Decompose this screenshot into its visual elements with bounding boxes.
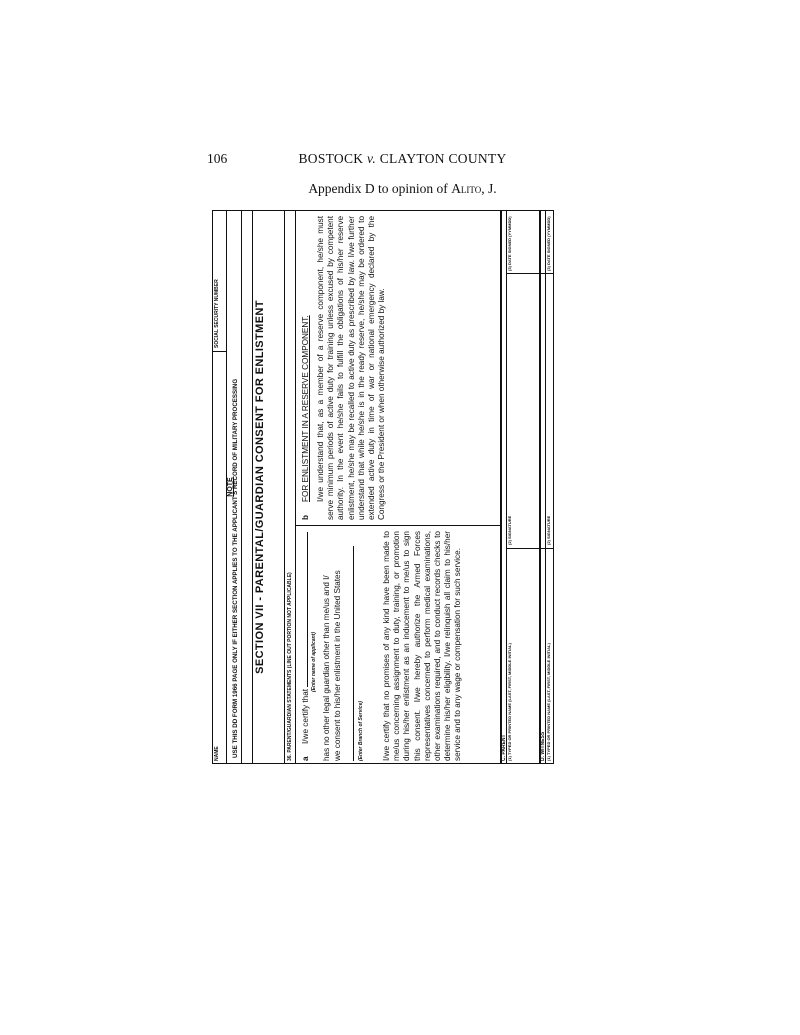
form-rule <box>252 210 253 764</box>
branch-blank <box>347 546 357 761</box>
appendix-suffix: , J. <box>481 181 497 196</box>
witness-label: D. WITNESS <box>540 731 546 761</box>
enter-branch-hint: (Enter Branch of Service) <box>358 700 364 761</box>
part-b-marker: b <box>301 514 310 520</box>
part-a-certify-paragraph: I/we certify that no promises of any kind have been made to me/us concerning assignment to duty, training, or promotion during his/her enlistment as an inducement to me/us to sign this consent. I/we hereby authorize the Armed Forces representatives concerned to perform medical examinations, other examinations required, and to conduct records checks to determine his/her eligibility. I/we relinquish all claim to his/her service and to any wage or compensation for such service. <box>382 531 463 761</box>
name-label: NAME <box>214 746 220 761</box>
page-number: 106 <box>207 151 228 166</box>
form-rule <box>539 210 541 764</box>
case-title-v: v. <box>367 151 376 166</box>
appendix-justice: Alito <box>451 181 482 196</box>
case-title-part1: BOSTOCK <box>298 151 364 166</box>
parent-signature-label: (2) SIGNATURE <box>507 515 512 545</box>
form-rule <box>295 210 296 764</box>
witness-date-signed-label: (3) DATE SIGNED (YYMMDD) <box>546 216 551 271</box>
page-header <box>207 151 598 171</box>
part-a-certify-text: I/we certify that <box>301 688 310 744</box>
case-title-part2: CLAYTON COUNTY <box>379 151 507 166</box>
witness-signature-label: (2) SIGNATURE <box>546 515 551 545</box>
appendix-label: Appendix D to opinion of <box>308 181 448 196</box>
applicant-name-blank <box>307 532 308 687</box>
form-rule <box>284 210 285 764</box>
statements-label: 36. PARENT/GUARDIAN STATEMENTS (LINE OUT PORTION NOT APPLICABLE) <box>287 572 293 761</box>
parent-label: C. PARENT <box>501 734 507 761</box>
part-a-line3: we consent to his/her enlistment in the United States <box>333 570 342 761</box>
section-title: SECTION VII - PARENTAL/GUARDIAN CONSENT FOR ENLISTMENT <box>254 300 266 674</box>
note-label: NOTE <box>227 477 234 497</box>
form-rule <box>295 525 500 526</box>
part-b-title: FOR ENLISTMENT IN A RESERVE COMPONENT. <box>301 315 310 502</box>
part-a-line2: has no other legal guardian other than me/us and I/ <box>322 575 331 761</box>
branch-blank-line <box>353 546 354 761</box>
form-rule <box>506 273 554 274</box>
parent-typed-name-label: (1) TYPED OR PRINTED NAME (LAST, FIRST, MIDDLE INITIAL) <box>507 643 512 761</box>
parent-date-signed-label: (3) DATE SIGNED (YYMMDD) <box>507 216 512 271</box>
witness-typed-name-label: (1) TYPED OR PRINTED NAME (LAST, FIRST, MIDDLE INITIAL) <box>546 643 551 761</box>
case-title <box>207 151 598 167</box>
form-rule <box>506 548 554 549</box>
form-rule <box>241 210 242 764</box>
form-rule <box>500 210 502 764</box>
form-rule <box>212 351 226 352</box>
part-b-paragraph: I/we understand that, as a member of a reserve component, he/she must serve minimum periods of active duty for training unless excused by competent authority. In the event he/she fails to fulfill the obligations of his/her reserve enlistment, he/she may be recalled to active duty as prescribed by law. I/we further understand that while he/she is in the ready reserve, he/she may be ordered to extended active duty in time of war or national emergency declared by the Congress or the President or when otherwise authorized by law. <box>316 216 387 520</box>
ssn-label: SOCIAL SECURITY NUMBER <box>214 279 220 348</box>
enlistment-consent-form <box>212 210 554 764</box>
enter-name-hint: (Enter name of applicant) <box>311 631 317 692</box>
appendix-caption <box>207 181 598 197</box>
part-a-certify <box>301 532 311 744</box>
part-a-marker: a <box>301 756 310 761</box>
note-text: USE THIS DD FORM 1966 PAGE ONLY IF EITHER SECTION APPLIES TO THE APPLICANT'S RECORD OF MILITARY PROCESSING <box>232 378 239 758</box>
